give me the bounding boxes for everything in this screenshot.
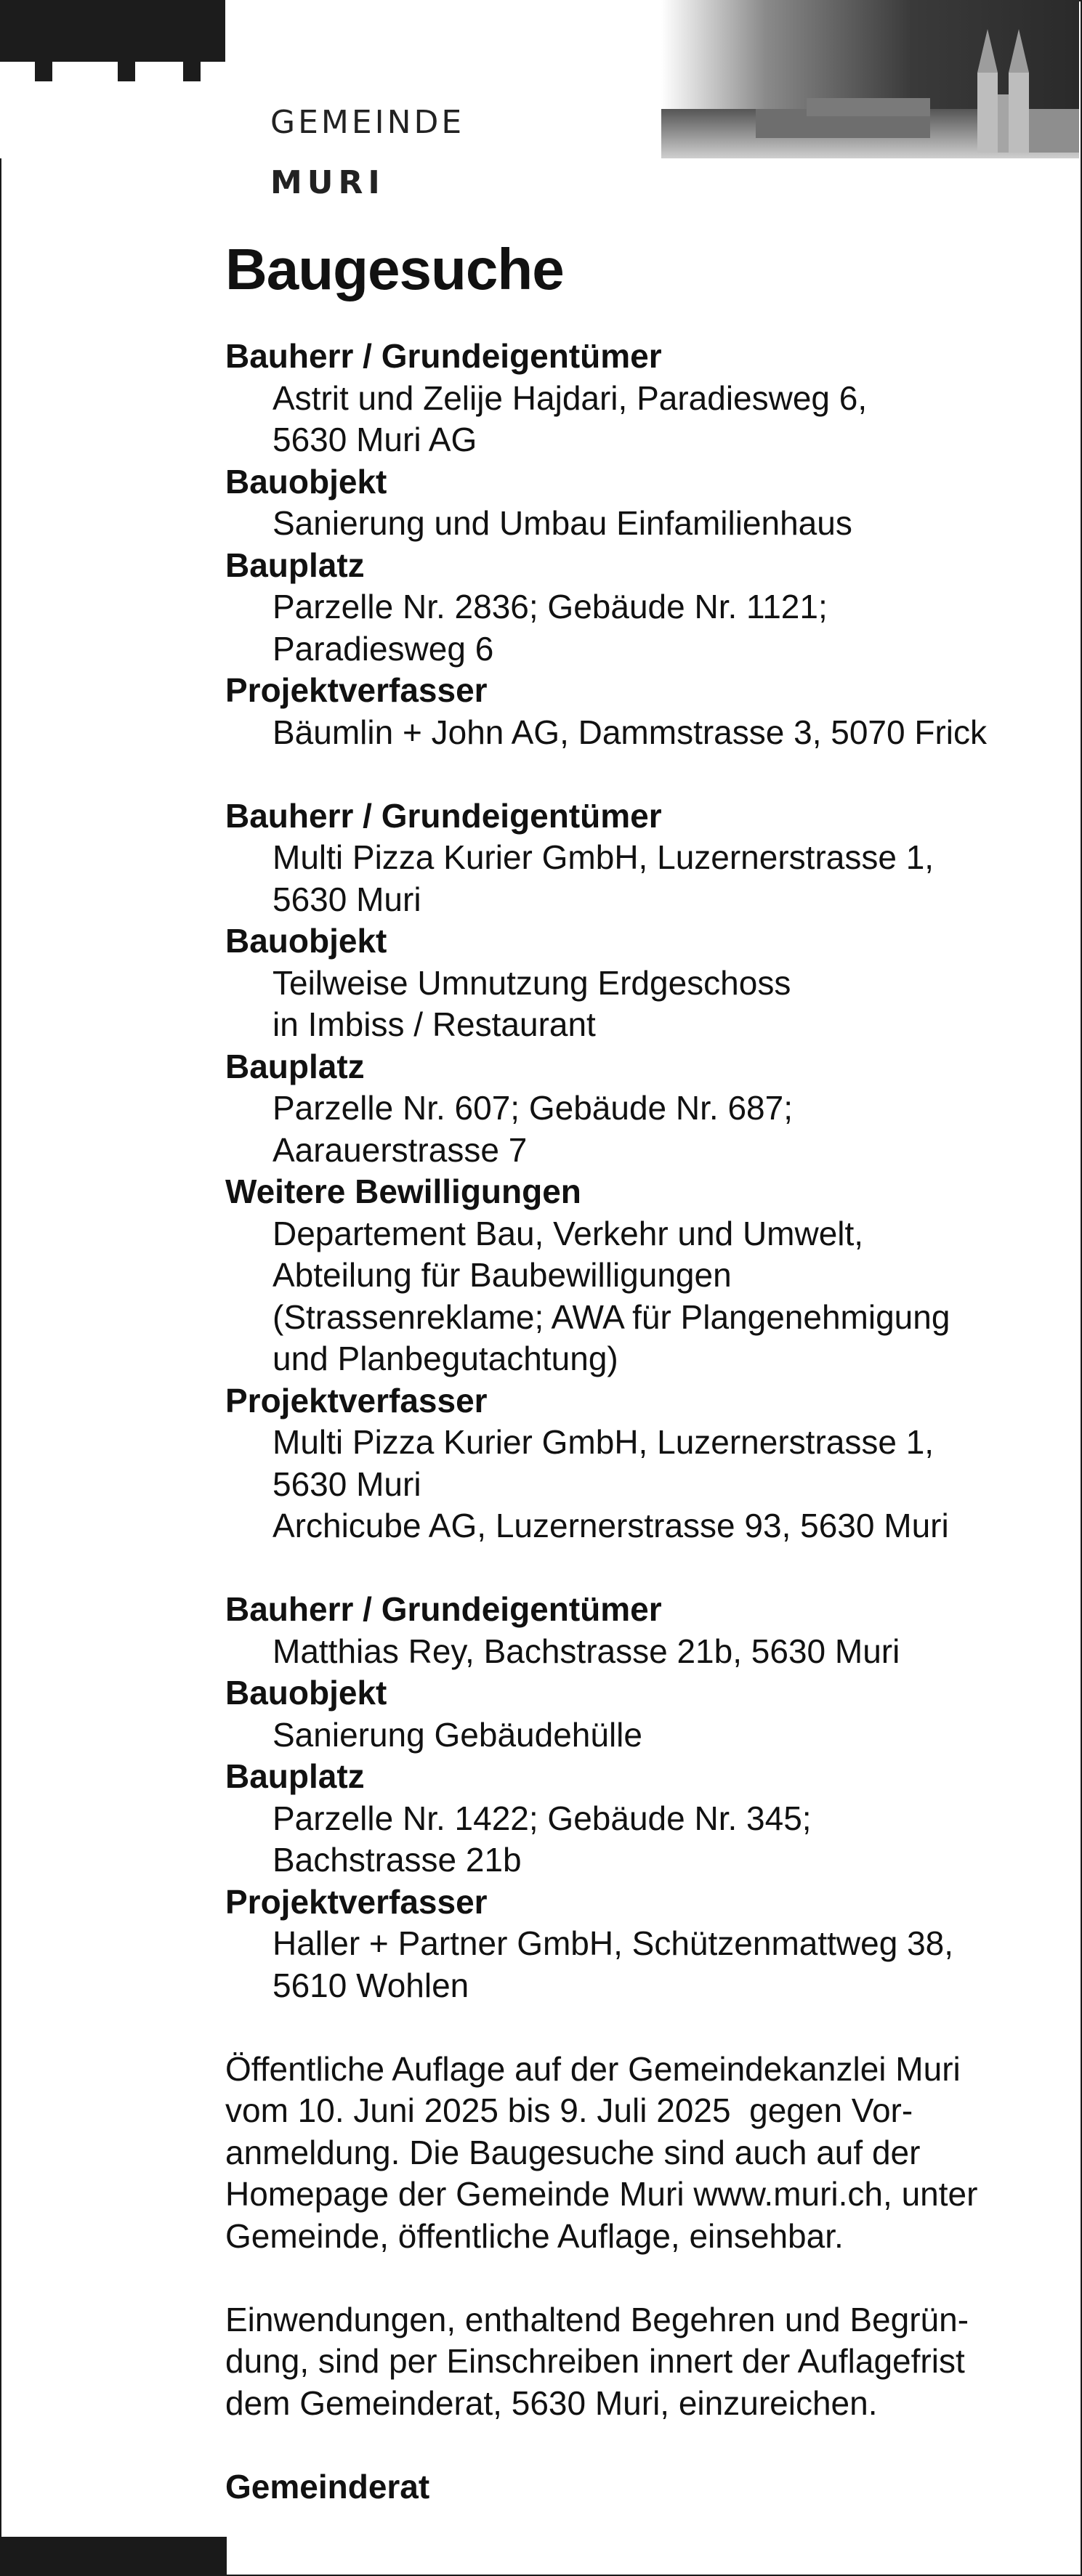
org-name-line2: MURI (270, 164, 385, 201)
field-value: Parzelle Nr. 2836; Gebäude Nr. 1121; (272, 588, 828, 625)
field-value: Parzelle Nr. 607; Gebäude Nr. 687; (272, 1089, 793, 1127)
field-label: Projektverfasser (225, 1381, 488, 1419)
field-value: 5610 Wohlen (272, 1966, 469, 2004)
field-value: Multi Pizza Kurier GmbH, Luzernerstrasse 1, (272, 838, 934, 876)
objection-paragraph (225, 2299, 1061, 2425)
field-value: Paradiesweg 6 (272, 629, 494, 668)
application-entry (225, 1589, 1061, 2006)
field-value: Sanierung Gebäudehülle (272, 1715, 642, 1754)
application-entry (225, 336, 1061, 753)
field-value: Parzelle Nr. 1422; Gebäude Nr. 345; (272, 1799, 812, 1837)
public-display-paragraph (225, 2049, 1061, 2258)
paragraph-line: Homepage der Gemeinde Muri www.muri.ch, unter (225, 2175, 978, 2213)
field-label: Bauobjekt (225, 462, 387, 501)
field-value: 5630 Muri (272, 880, 421, 918)
field-value: (Strassenreklame; AWA für Plangenehmigung (272, 1297, 950, 1336)
field-label: Bauplatz (225, 546, 365, 584)
field-label: Bauherr / Grundeigentümer (225, 337, 662, 375)
paragraph-line: vom 10. Juni 2025 bis 9. Juli 2025 gegen Vor- (225, 2091, 913, 2129)
field-value: Astrit und Zelije Hajdari, Paradiesweg 6, (272, 378, 868, 417)
field-value: Bäumlin + John AG, Dammstrasse 3, 5070 Frick (272, 713, 988, 751)
field-label: Bauobjekt (225, 922, 387, 960)
field-value: Archicube AG, Luzernerstrasse 93, 5630 Muri (272, 1507, 949, 1544)
field-label: Projektverfasser (225, 1882, 488, 1921)
org-name-line1: GEMEINDE (270, 104, 465, 141)
field-label: Projektverfasser (225, 671, 488, 709)
field-value: 5630 Muri AG (272, 421, 477, 458)
notice-body (225, 336, 1061, 2508)
field-value: Abteilung für Baubewilligungen (272, 1256, 732, 1294)
field-value: in Imbiss / Restaurant (272, 1005, 596, 1043)
monastery-photo (661, 0, 1079, 158)
signature: Gemeinderat (225, 2467, 430, 2506)
field-value: Haller + Partner GmbH, Schützenmattweg 38, (272, 1924, 954, 1962)
paragraph-line: Gemeinde, öffentliche Auflage, einsehbar. (225, 2216, 844, 2255)
field-label: Bauobjekt (225, 1674, 387, 1712)
paragraph-line: Öffentliche Auflage auf der Gemeindekanzlei Muri (225, 2049, 961, 2088)
spacer (225, 2006, 1061, 2049)
paragraph-line: dem Gemeinderat, 5630 Muri, einzureichen. (225, 2383, 878, 2422)
field-value: Sanierung und Umbau Einfamilienhaus (272, 504, 852, 542)
spacer (225, 2424, 1061, 2466)
spacer (225, 2257, 1061, 2299)
field-label: Bauherr / Grundeigentümer (225, 796, 662, 835)
field-label: Bauplatz (225, 1757, 365, 1795)
paragraph-line: dung, sind per Einschreiben innert der Auflagefrist (225, 2342, 965, 2380)
footer-bar (0, 2537, 227, 2576)
field-value: 5630 Muri (272, 1465, 421, 1503)
field-value: Matthias Rey, Bachstrasse 21b, 5630 Muri (272, 1632, 900, 1670)
castle-battlement-logo (0, 0, 225, 158)
field-value: Teilweise Umnutzung Erdgeschoss (272, 963, 791, 1002)
field-value: Bachstrasse 21b (272, 1841, 522, 1879)
field-value: Multi Pizza Kurier GmbH, Luzernerstrasse 1, (272, 1423, 934, 1461)
spacer (225, 1547, 1061, 1589)
field-value: Departement Bau, Verkehr und Umwelt, (272, 1214, 864, 1252)
field-label: Weitere Bewilligungen (225, 1172, 581, 1210)
field-label: Bauherr / Grundeigentümer (225, 1590, 662, 1628)
page-title: Baugesuche (225, 237, 564, 301)
field-value: und Planbegutachtung) (272, 1340, 618, 1377)
application-entry (225, 795, 1061, 1547)
paragraph-line: Einwendungen, enthaltend Begehren und Begrün- (225, 2300, 969, 2338)
paragraph-line: anmeldung. Die Baugesuche sind auch auf der (225, 2133, 921, 2171)
field-value: Aarauerstrasse 7 (272, 1130, 528, 1169)
field-label: Bauplatz (225, 1047, 365, 1085)
spacer (225, 753, 1061, 795)
